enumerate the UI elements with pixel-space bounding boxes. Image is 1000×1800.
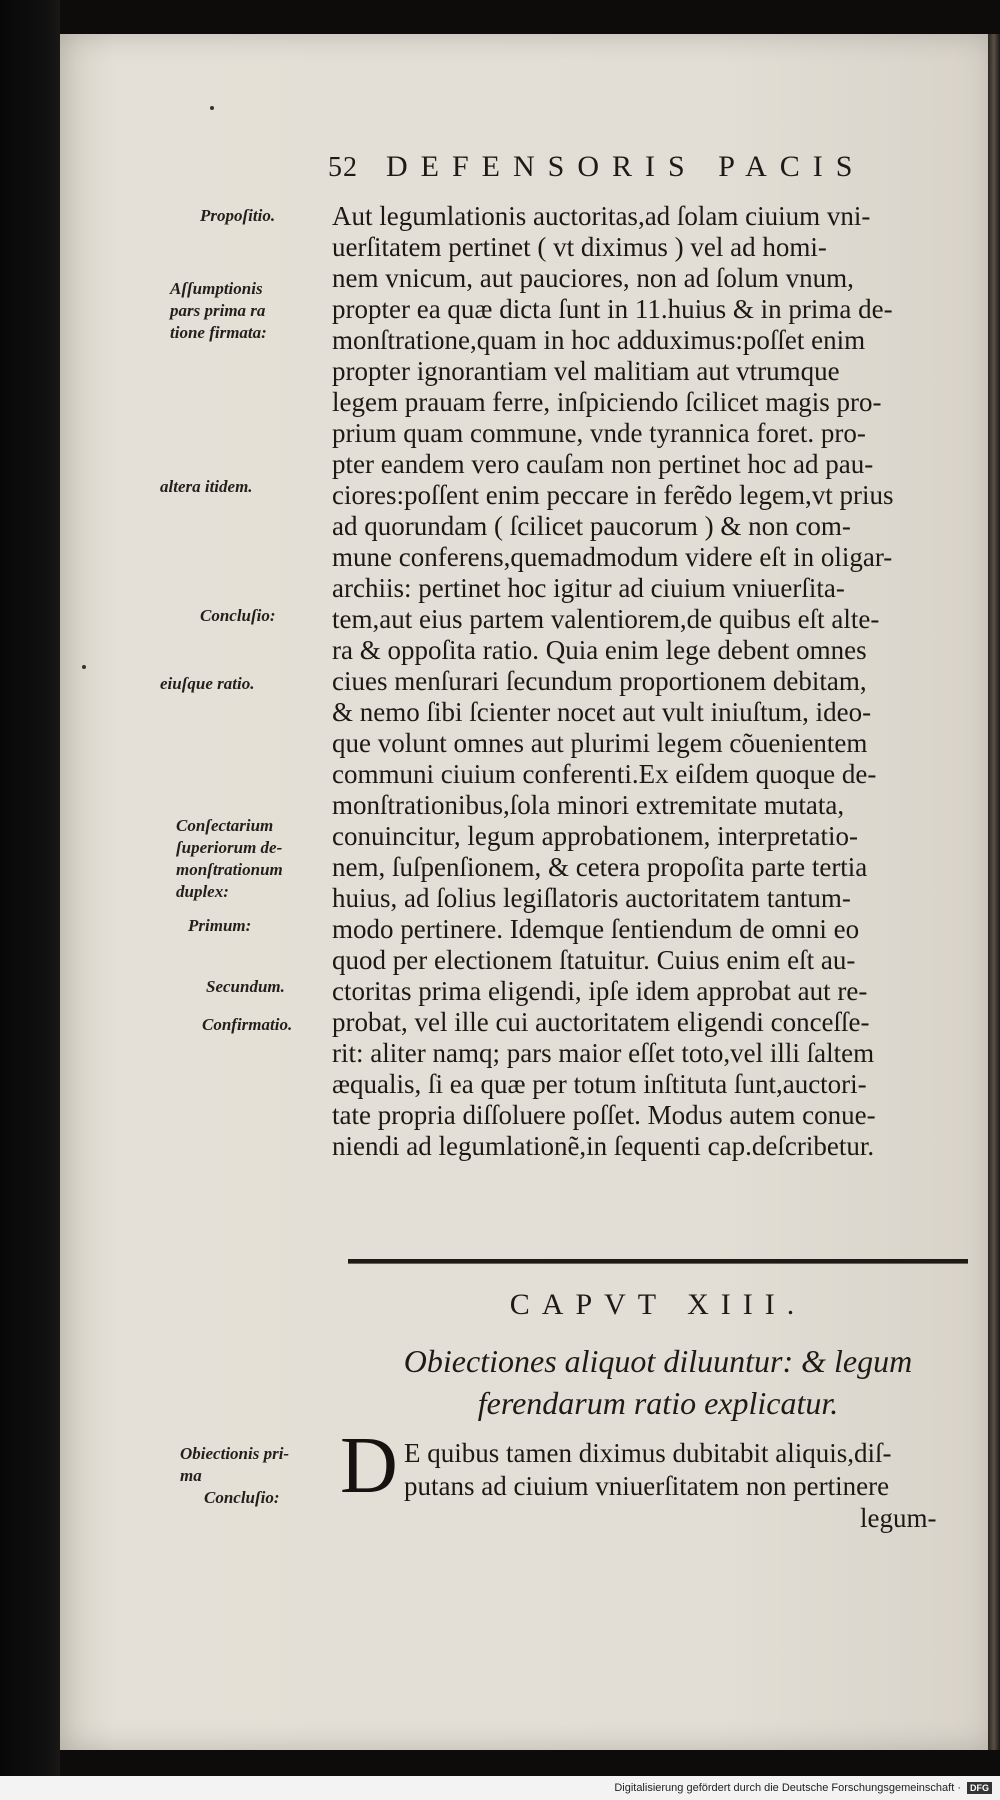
funding-credit: Digitalisierung gefördert durch die Deutsche Forschungsgemeinschaft · bbox=[614, 1782, 961, 1794]
chapter-subtitle-line: ferendarum ratio explicatur. bbox=[477, 1385, 839, 1421]
text-line: tate propria diſſoluere poſſet. Modus autem conue- bbox=[332, 1100, 876, 1130]
running-title: DEFENSORIS PACIS bbox=[386, 150, 866, 183]
margin-note: ſuperiorum de- bbox=[176, 838, 283, 857]
text-line: huius, ad ſolius legiſlatoris auctoritatem tantum- bbox=[332, 883, 851, 913]
text-line: pter eandem vero cauſam non pertinet hoc ad pau- bbox=[332, 449, 874, 479]
margin-note: duplex: bbox=[176, 882, 229, 901]
dfg-logo: DFG bbox=[967, 1782, 992, 1794]
page-header bbox=[328, 150, 903, 190]
text-line: modo pertinere. Idemque ſentiendum de omni eo bbox=[332, 914, 860, 944]
text-line: uerſitatem pertinet ( vt diximus ) vel ad homi- bbox=[332, 232, 827, 262]
margin-note: Confirmatio. bbox=[202, 1015, 293, 1034]
margin-note: Propoſitio. bbox=[200, 206, 276, 225]
margin-note: Obiectionis pri- bbox=[180, 1444, 290, 1463]
text-line: ciores:poſſent enim peccare in ferẽdo legem,vt prius bbox=[332, 480, 894, 510]
text-line: niendi ad legumlationẽ,in ſequenti cap.deſcribetur. bbox=[332, 1131, 875, 1161]
text-line: rit: aliter namq; pars maior eſſet toto,vel illi ſaltem bbox=[332, 1038, 875, 1068]
section-rule bbox=[348, 1259, 968, 1264]
text-line: prium quam commune, vnde tyrannica foret. pro- bbox=[332, 418, 866, 448]
margin-note: altera itidem. bbox=[160, 477, 253, 496]
catchword: legum- bbox=[860, 1503, 937, 1533]
margin-note: ma bbox=[180, 1466, 202, 1485]
margin-note: monſtrationum bbox=[176, 860, 283, 879]
text-line: que volunt omnes aut plurimi legem cõuenientem bbox=[332, 728, 868, 758]
text-line: æqualis, ſi ea quæ per totum inſtituta ſunt,auctori- bbox=[332, 1069, 867, 1099]
text-line: monſtrationibus,ſola minori extremitate mutata, bbox=[332, 790, 845, 820]
chapter-title: CAPVT XIII. bbox=[509, 1288, 807, 1321]
margin-note: Concluſio: bbox=[204, 1488, 280, 1507]
margin-note: Primum: bbox=[188, 916, 252, 935]
margin-note: tione firmata: bbox=[170, 323, 267, 342]
margin-note: Conſectarium bbox=[176, 816, 274, 835]
text-line: propter ignorantiam vel malitiam aut vtrumque bbox=[332, 356, 840, 386]
text-line: nem, ſuſpenſionem, & cetera propoſita parte tertia bbox=[332, 852, 868, 882]
text-line: tem,aut eius partem valentiorem,de quibus eſt alte- bbox=[332, 604, 880, 634]
margin-note: Secundum. bbox=[206, 977, 285, 996]
chapter-text bbox=[404, 1437, 969, 1503]
text-line: monſtratione,quam in hoc adduximus:poſſet enim bbox=[332, 325, 866, 355]
margin-note: Aſſumptionis bbox=[170, 279, 263, 298]
digitization-footer bbox=[0, 1776, 1000, 1800]
margin-note: pars prima ra bbox=[170, 301, 266, 320]
text-line: ra & oppoſita ratio. Quia enim lege debent omnes bbox=[332, 635, 867, 665]
book-edge-left bbox=[0, 0, 60, 1800]
text-line: ctoritas prima eligendi, ipſe idem approbat aut re- bbox=[332, 976, 868, 1006]
text-line: E quibus tamen diximus dubitabit aliquis,diſ- bbox=[404, 1438, 892, 1468]
text-line: conuincitur, legum approbationem, interpretatio- bbox=[332, 821, 858, 851]
book-edge-right bbox=[988, 34, 1000, 1750]
text-line: Aut legumlationis auctoritas,ad ſolam ciuium vni- bbox=[332, 201, 871, 231]
page-speck bbox=[82, 665, 86, 669]
chapter-subtitle bbox=[348, 1340, 968, 1424]
text-line: legem prauam ferre, inſpiciendo ſcilicet magis pro- bbox=[332, 387, 882, 417]
text-line: quod per electionem ſtatuitur. Cuius enim eſt au- bbox=[332, 945, 856, 975]
text-line: nem vnicum, aut pauciores, non ad ſolum vnum, bbox=[332, 263, 854, 293]
text-line: & nemo ſibi ſcienter nocet aut vult iniuſtum, ideo- bbox=[332, 697, 872, 727]
text-line: ad quorundam ( ſcilicet paucorum ) & non com- bbox=[332, 511, 851, 541]
text-line: ciues menſurari ſecundum proportionem debitam, bbox=[332, 666, 867, 696]
margin-note: Concluſio: bbox=[200, 606, 276, 625]
main-text bbox=[332, 201, 962, 1162]
text-line: archiis: pertinet hoc igitur ad ciuium vniuerſita- bbox=[332, 573, 845, 603]
text-line: mune conferens,quemadmodum videre eſt in oligar- bbox=[332, 542, 893, 572]
page-speck bbox=[210, 106, 214, 110]
chapter-subtitle-line: Obiectiones aliquot diluuntur: & legum bbox=[403, 1343, 913, 1379]
page-number: 52 bbox=[328, 152, 358, 183]
text-line: communi ciuium conferenti.Ex eiſdem quoque de- bbox=[332, 759, 877, 789]
text-line: propter ea quæ dicta ſunt in 11.huius & in prima de- bbox=[332, 294, 893, 324]
text-line: putans ad ciuium vniuerſitatem non pertinere bbox=[404, 1471, 890, 1501]
text-line: probat, vel ille cui auctoritatem eligendi conceſſe- bbox=[332, 1007, 870, 1037]
drop-cap: D bbox=[340, 1422, 398, 1510]
margin-note: eiuſque ratio. bbox=[160, 674, 255, 693]
